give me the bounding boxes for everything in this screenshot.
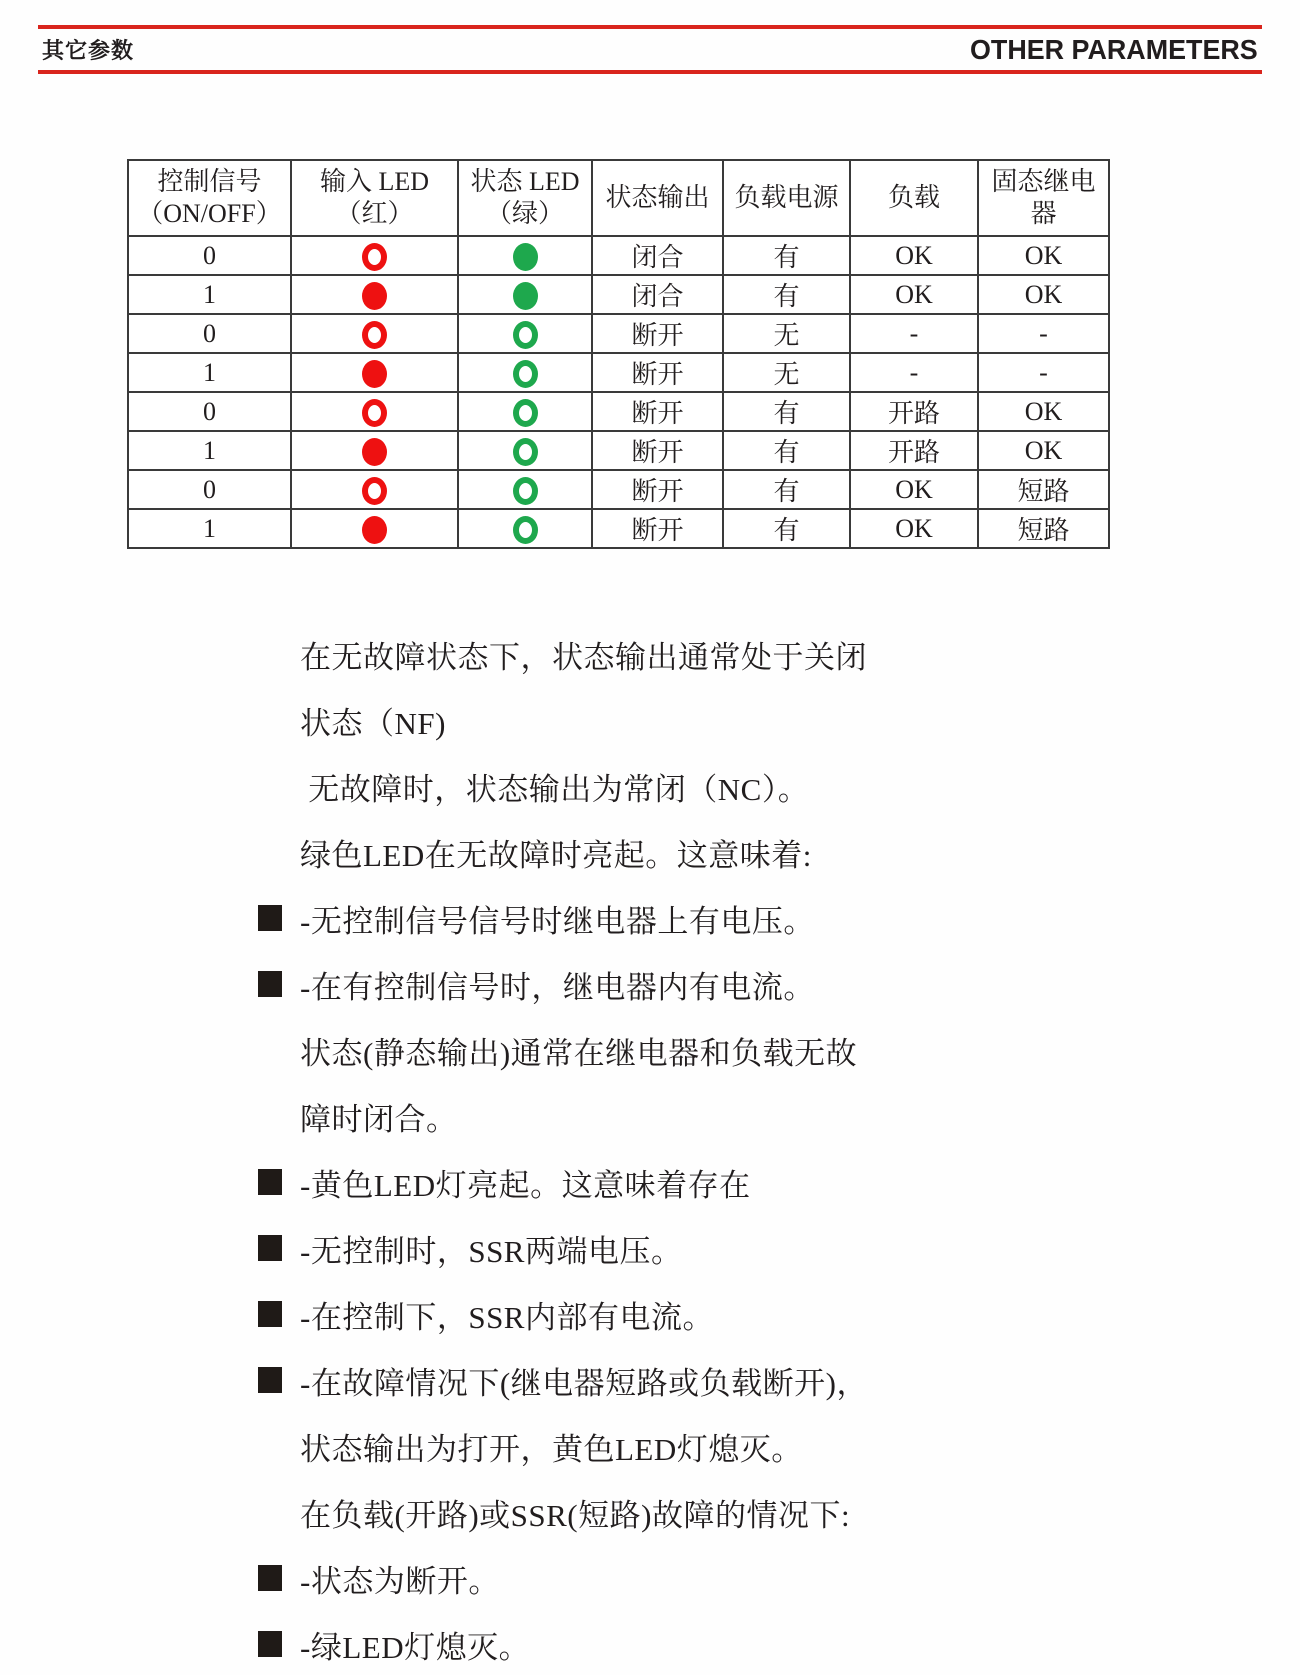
- cell-load-power: 有: [723, 392, 850, 431]
- header-rule-bottom: [38, 70, 1262, 74]
- cell-load: OK: [850, 470, 978, 509]
- cell-control-signal: 1: [128, 431, 291, 470]
- note-text: 状态(静态输出)通常在继电器和负载无故: [300, 1035, 858, 1071]
- bullet-square-icon: [258, 1367, 282, 1393]
- status-led-icon: [513, 438, 538, 466]
- cell-ssr: -: [978, 353, 1109, 392]
- cell-status-output: 断开: [592, 314, 723, 353]
- table-row: [128, 509, 1109, 548]
- note-text: -无控制时，SSR两端电压。: [300, 1233, 683, 1269]
- note-line: [258, 1611, 1240, 1675]
- cell-input-led: [291, 314, 458, 353]
- cell-control-signal: 0: [128, 392, 291, 431]
- note-line: [258, 753, 1240, 819]
- table-row: [128, 275, 1109, 314]
- note-text: -黄色LED灯亮起。这意味着存在: [300, 1167, 751, 1203]
- note-line: [258, 1413, 1240, 1479]
- cell-control-signal: 0: [128, 236, 291, 275]
- cell-load-power: 无: [723, 314, 850, 353]
- column-header: 输入 LED （红）: [291, 160, 458, 236]
- note-line: [258, 1281, 1240, 1347]
- column-header: 固态继电器: [978, 160, 1109, 236]
- table-row: [128, 392, 1109, 431]
- cell-ssr: OK: [978, 431, 1109, 470]
- cell-control-signal: 1: [128, 509, 291, 548]
- note-line: [258, 819, 1240, 885]
- header-title-row: [42, 29, 1258, 70]
- cell-status-output: 断开: [592, 470, 723, 509]
- input-led-icon: [362, 438, 387, 466]
- cell-input-led: [291, 470, 458, 509]
- cell-control-signal: 1: [128, 353, 291, 392]
- bullet-square-icon: [258, 1301, 282, 1327]
- note-line: [258, 1479, 1240, 1545]
- bullet-slot: [258, 1367, 300, 1393]
- led-status-table-wrapper: [127, 159, 1300, 549]
- cell-status-led: [458, 314, 592, 353]
- bullet-slot: [258, 1565, 300, 1591]
- cell-input-led: [291, 236, 458, 275]
- table-row: [128, 236, 1109, 275]
- status-led-icon: [513, 516, 538, 544]
- note-text: 状态输出为打开，黄色LED灯熄灭。: [300, 1431, 803, 1467]
- note-text: 无故障时，状态输出为常闭（NC）。: [300, 771, 810, 807]
- cell-status-led: [458, 470, 592, 509]
- note-text: -在控制下，SSR内部有电流。: [300, 1299, 714, 1335]
- bullet-slot: [258, 1235, 300, 1261]
- page-title-zh: 其它参数: [42, 38, 135, 63]
- input-led-icon: [362, 282, 387, 310]
- column-header: 控制信号 （ON/OFF）: [128, 160, 291, 236]
- cell-load: OK: [850, 509, 978, 548]
- input-led-icon: [362, 399, 387, 427]
- input-led-icon: [362, 516, 387, 544]
- note-line: [258, 951, 1240, 1017]
- note-text: -在故障情况下(继电器短路或负载断开)，: [300, 1365, 868, 1401]
- cell-ssr: 短路: [978, 470, 1109, 509]
- cell-status-output: 闭合: [592, 275, 723, 314]
- table-body: [128, 236, 1109, 548]
- note-line: [258, 885, 1240, 951]
- bullet-square-icon: [258, 1565, 282, 1591]
- note-text: -在有控制信号时，继电器内有电流。: [300, 969, 815, 1005]
- status-led-icon: [513, 282, 538, 310]
- cell-load: OK: [850, 275, 978, 314]
- cell-load: -: [850, 353, 978, 392]
- cell-ssr: OK: [978, 236, 1109, 275]
- note-text: -无控制信号信号时继电器上有电压。: [300, 903, 815, 939]
- cell-status-output: 断开: [592, 509, 723, 548]
- cell-load: 开路: [850, 392, 978, 431]
- note-text: 在无故障状态下，状态输出通常处于关闭: [300, 639, 867, 675]
- note-line: [258, 621, 1240, 687]
- bullet-square-icon: [258, 1235, 282, 1261]
- cell-status-led: [458, 236, 592, 275]
- bullet-square-icon: [258, 1169, 282, 1195]
- cell-status-led: [458, 392, 592, 431]
- cell-ssr: OK: [978, 392, 1109, 431]
- cell-load-power: 有: [723, 236, 850, 275]
- status-led-icon: [513, 243, 538, 271]
- cell-status-output: 断开: [592, 353, 723, 392]
- cell-control-signal: 0: [128, 470, 291, 509]
- cell-load-power: 无: [723, 353, 850, 392]
- led-status-table: [127, 159, 1110, 549]
- bullet-slot: [258, 905, 300, 931]
- cell-status-output: 闭合: [592, 236, 723, 275]
- note-line: [258, 1149, 1240, 1215]
- cell-load-power: 有: [723, 470, 850, 509]
- cell-load: OK: [850, 236, 978, 275]
- column-header: 状态 LED （绿）: [458, 160, 592, 236]
- table-row: [128, 470, 1109, 509]
- note-line: [258, 1347, 1240, 1413]
- bullet-square-icon: [258, 971, 282, 997]
- column-header: 状态输出: [592, 160, 723, 236]
- cell-input-led: [291, 392, 458, 431]
- note-text: 在负载(开路)或SSR(短路)故障的情况下:: [300, 1497, 851, 1533]
- note-line: [258, 687, 1240, 753]
- cell-control-signal: 1: [128, 275, 291, 314]
- note-line: [258, 1545, 1240, 1611]
- table-header-row: [128, 160, 1109, 236]
- table-row: [128, 314, 1109, 353]
- page-header: [0, 0, 1300, 74]
- bullet-slot: [258, 1631, 300, 1657]
- cell-ssr: -: [978, 314, 1109, 353]
- cell-control-signal: 0: [128, 314, 291, 353]
- cell-input-led: [291, 509, 458, 548]
- cell-load-power: 有: [723, 431, 850, 470]
- note-line: [258, 1215, 1240, 1281]
- table-row: [128, 353, 1109, 392]
- table-row: [128, 431, 1109, 470]
- note-text: 状态（NF): [300, 705, 446, 741]
- note-text: 绿色LED在无故障时亮起。这意味着:: [300, 837, 812, 873]
- cell-status-led: [458, 275, 592, 314]
- input-led-icon: [362, 360, 387, 388]
- status-led-icon: [513, 360, 538, 388]
- note-text: 障时闭合。: [300, 1101, 458, 1137]
- note-text: -绿LED灯熄灭。: [300, 1629, 531, 1665]
- notes-section: [258, 621, 1240, 1675]
- cell-load: 开路: [850, 431, 978, 470]
- cell-load-power: 有: [723, 275, 850, 314]
- cell-status-output: 断开: [592, 431, 723, 470]
- status-led-icon: [513, 321, 538, 349]
- input-led-icon: [362, 243, 387, 271]
- bullet-square-icon: [258, 905, 282, 931]
- bullet-slot: [258, 1301, 300, 1327]
- status-led-icon: [513, 399, 538, 427]
- bullet-square-icon: [258, 1631, 282, 1657]
- cell-ssr: 短路: [978, 509, 1109, 548]
- cell-status-output: 断开: [592, 392, 723, 431]
- note-line: [258, 1017, 1240, 1083]
- column-header: 负载: [850, 160, 978, 236]
- cell-status-led: [458, 353, 592, 392]
- cell-input-led: [291, 431, 458, 470]
- column-header: 负载电源: [723, 160, 850, 236]
- cell-status-led: [458, 509, 592, 548]
- cell-load: -: [850, 314, 978, 353]
- cell-input-led: [291, 353, 458, 392]
- cell-load-power: 有: [723, 509, 850, 548]
- cell-status-led: [458, 431, 592, 470]
- input-led-icon: [362, 477, 387, 505]
- input-led-icon: [362, 321, 387, 349]
- status-led-icon: [513, 477, 538, 505]
- bullet-slot: [258, 971, 300, 997]
- bullet-slot: [258, 1169, 300, 1195]
- note-text: -状态为断开。: [300, 1563, 500, 1599]
- cell-ssr: OK: [978, 275, 1109, 314]
- cell-input-led: [291, 275, 458, 314]
- note-line: [258, 1083, 1240, 1149]
- page-title-en: OTHER PARAMETERS: [970, 33, 1258, 65]
